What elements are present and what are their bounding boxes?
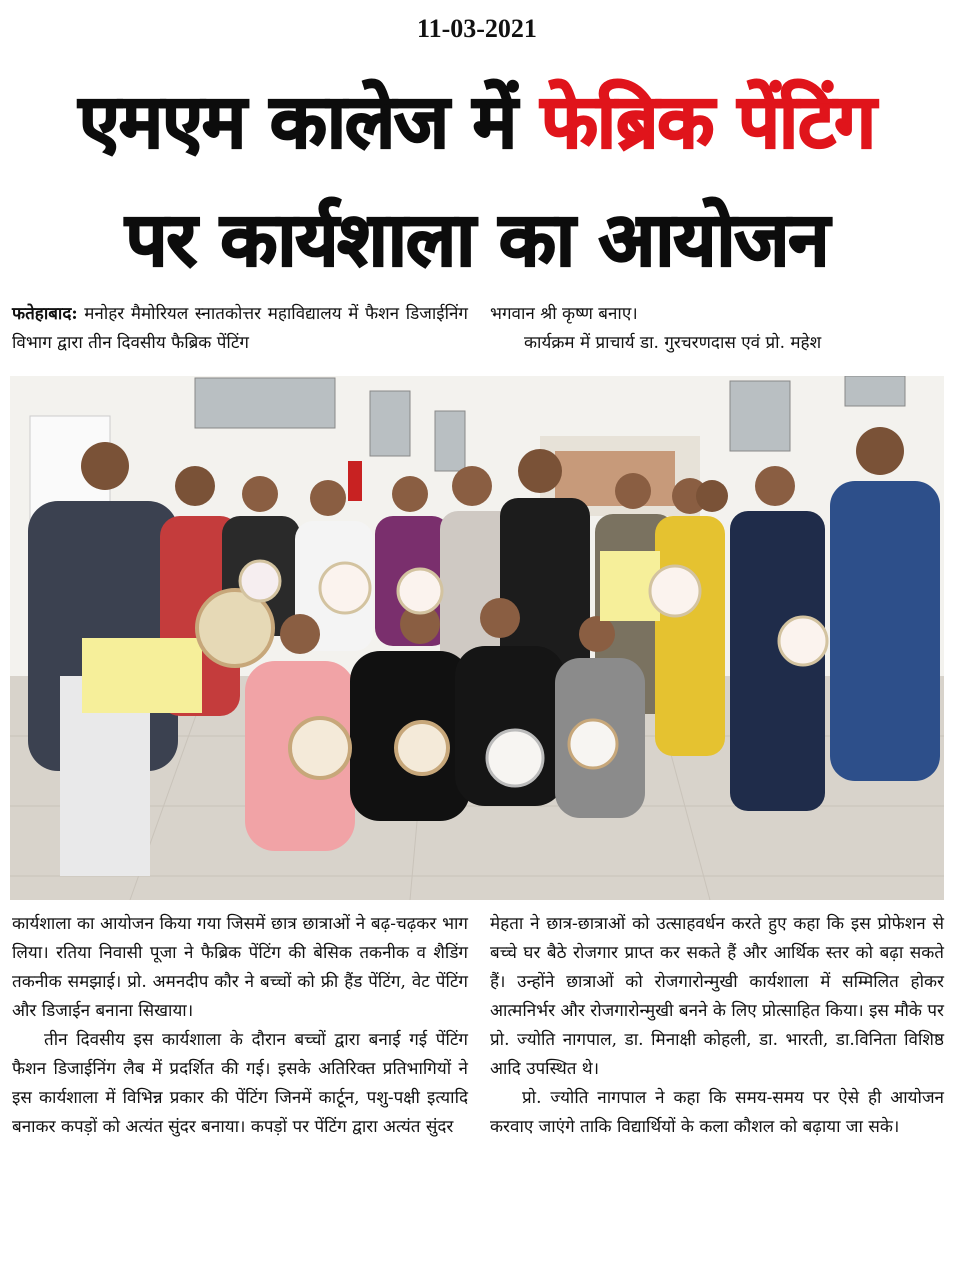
headline-red-part: फेब्रिक पेंटिंग xyxy=(540,79,876,165)
right-paragraph-2: प्रो. ज्योति नागपाल ने कहा कि समय-समय पर ऐसे ही आयोजन करवाए जाएंगे ताकि विद्यार्थियों के कला कौशल को बढ़ाया जा सके। xyxy=(490,1088,944,1137)
right-column xyxy=(490,910,944,1142)
top-right-line-1: भगवान श्री कृष्ण बनाए। xyxy=(490,304,638,324)
right-paragraph-1: मेहता ने छात्र-छात्राओं को उत्साहवर्धन करते हुए कहा कि इस प्रोफेशन से बच्चे घर बैठे रोजगार प्राप्त कर सकते हैं और आर्थिक स्तर को बढ़ा सकते हैं। उन्होंने छात्राओं को रोजगारोन्मुखी कार्यशाला में सम्मिलित होकर आत्मनिर्भर और रोजगारोन्मुखी बनने के लिए प्रोत्साहित किया। इस मौके पर प्रो. ज्योति नागपाल, डा. मिनाक्षी कोहली, डा. भारती, डा.विनिता विशिष्ठ आदि उपस्थित थे। xyxy=(490,914,944,1079)
event-photo xyxy=(10,376,944,900)
top-right-line-2: कार्यक्रम में प्राचार्य डा. गुरचरणदास एवं प्रो. महेश xyxy=(524,333,822,353)
left-column xyxy=(12,910,468,1142)
intro-text: मनोहर मैमोरियल स्नातकोत्तर महाविद्यालय में फैशन डिजाईनिंग विभाग द्वारा तीन दिवसीय फैब्रिक पेंटिंग xyxy=(12,304,468,353)
left-paragraph-2: तीन दिवसीय इस कार्यशाला के दौरान बच्चों द्वारा बनाई गई पेंटिंग फैशन डिजाईनिंग लैब में प्रदर्शित की गई। इसके अतिरिक्त प्रतिभागियों ने इस कार्यशाला में विभिन्न प्रकार की पेंटिंग जिनमें कार्टून, पशु-पक्षी इत्यादि बनाकर कपड़ों को अत्यंत सुंदर बनाया। कपड़ों पर पेंटिंग द्वारा अत्यंत सुंदर xyxy=(12,1030,468,1137)
top-right-block xyxy=(490,300,944,358)
headline-line-2: पर कार्यशाला का आयोजन xyxy=(125,197,829,283)
left-paragraph-1: कार्यशाला का आयोजन किया गया जिसमें छात्र छात्राओं ने बढ़-चढ़कर भाग लिया। रतिया निवासी पूजा ने फैब्रिक पेंटिंग की बेसिक तकनीक व शैडिंग तकनीक समझाई। प्रो. अमनदीप कौर ने बच्चों को फ्री हैंड पेंटिंग, वेट पेंटिंग और डिजाईन बनाना सिखाया। xyxy=(12,914,468,1021)
date-label: 11-03-2021 xyxy=(417,14,537,43)
headline-black-part: एमएम कालेज में xyxy=(78,79,517,165)
dateline: फतेहाबाद: xyxy=(12,304,78,324)
headline-line-1 xyxy=(0,72,954,172)
intro-block xyxy=(12,300,468,358)
